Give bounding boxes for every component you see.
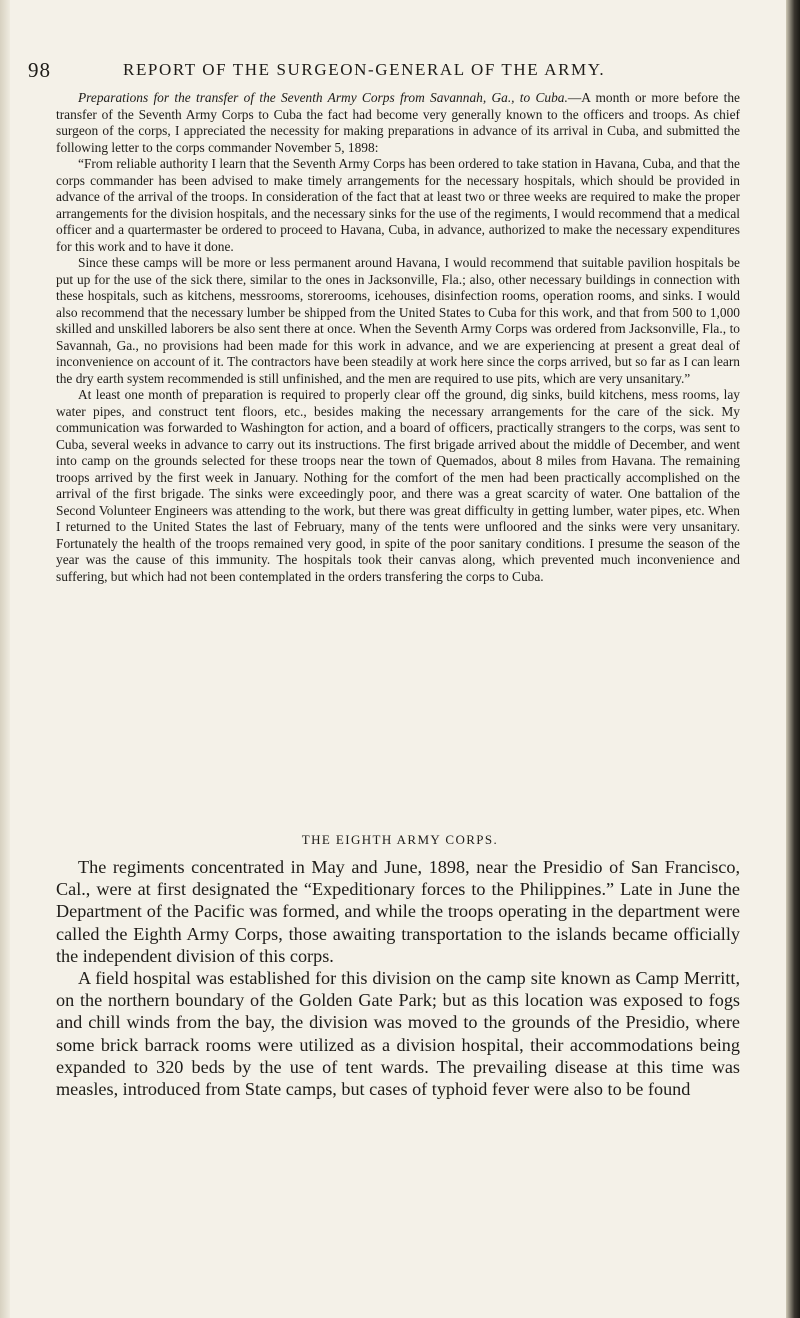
paragraph-preparations xyxy=(56,90,740,156)
paragraph-lead-italic: Preparations for the transfer of the Seventh Army Corps from Savannah, Ga., to Cuba. xyxy=(78,90,568,105)
section-heading: THE EIGHTH ARMY CORPS. xyxy=(301,832,499,847)
paragraph-field-hospital: A field hospital was established for this division on the camp site known as Camp Merritt, on the northern boundary of the Golden Gate Park; but as this location was exposed to fogs and chill winds from the bay, the division was moved to the grounds of the Presidio, where some brick barrack rooms were utilized as a division hospital, their accommodations being expanded to 320 beds by the use of tent wards. The prevailing disease at this time was measles, introduced from State camps, but cases of typhoid fever were also to be found xyxy=(56,968,740,1100)
paragraph-body: —A month or more before the transfer of the Seventh Army Corps to Cuba the fact had become very generally known to the officers and troops. As chief surgeon of the corps, I appreciated the necessity for making preparations in advance of its arrival in Cuba, and submitted the following letter to the corps commander November 5, 1898: xyxy=(56,90,740,155)
large-print-section xyxy=(56,856,740,1100)
paragraph-letter-start: “From reliable authority I learn that the Seventh Army Corps has been ordered to take station in Havana, Cuba, and that the corps commander has been advised to make timely arrangements for the necessary hospitals, which should be provided in advance of the arrival of the troops. In consideration of the fact that at least two or three weeks are required to make the proper arrangements for the division hospitals, and the necessary sinks for the use of the regiments, I would recommend that a medical officer and a quartermaster be ordered to proceed to Havana, Cuba, in advance, authorized to make the necessary expenditures for this work and to have it done. xyxy=(56,156,740,254)
running-head: REPORT OF THE SURGEON-GENERAL OF THE ARMY. xyxy=(123,60,606,79)
paragraph-one-month: At least one month of preparation is required to properly clear off the ground, dig sinks, build kitchens, mess rooms, lay water pipes, and construct tent floors, etc., besides making the necessary arrangements for the care of the sick. My communication was forwarded to Washington for action, and a board of officers, practically strangers to the corps, was sent to Cuba, several weeks in advance to carry out its instructions. The first brigade arrived about the middle of December, and went into camp on the grounds selected for these troops near the town of Quemados, about 8 miles from Havana. The remaining troops arrived by the first week in January. Nothing for the comfort of the men had been practically accomplished on the arrival of the first brigade. The sinks were exceedingly poor, and there was a great scarcity of water. One battalion of the Second Volunteer Engineers was attending to the work, but there was great difficulty in getting lumber, water pipes, etc. When I returned to the United States the last of February, many of the tents were unfloored and the sinks were very unsanitary. Fortunately the health of the troops remained very good, in spite of the poor sanitary conditions. I presume the season of the year was the cause of this immunity. The hospitals took their canvas along, which prevented much inconvenience and suffering, but which had not been contemplated in the orders transfering the corps to Cuba. xyxy=(56,387,740,584)
small-print-section xyxy=(56,90,740,585)
paragraph-regiments: The regiments concentrated in May and June, 1898, near the Presidio of San Francisco, Cal., were at first designated the “Expeditionary forces to the Philippines.” Late in June the Department of the Pacific was formed, and while the troops operating in the department were called the Eighth Army Corps, those awaiting transportation to the islands became officially the independent division of this corps. xyxy=(56,857,740,966)
page-left-edge xyxy=(0,0,10,1318)
paragraph-letter-continued: Since these camps will be more or less permanent around Havana, I would recommend that suitable pavilion hospitals be put up for the use of the sick there, similar to the ones in Jacksonville, Fla.; also, other necessary buildings in connection with these hospitals, such as kitchens, messrooms, storerooms, icehouses, disinfection rooms, operation rooms, and sinks. I would also recommend that the necessary lumber be shipped from the United States to Cuba for this work, and that from 500 to 1,000 skilled and unskilled laborers be also sent there at once. When the Seventh Army Corps was ordered from Jacksonville, Fla., to Savannah, Ga., no provisions had been made for this work in advance, and we are experiencing at present a great deal of inconvenience on account of it. The contractors have been steadily at work here since the corps arrived, but so far as I can learn the dry earth system recommended is still unfinished, and the men are required to use pits, which are very unsanitary.” xyxy=(56,255,740,386)
page-binding-edge xyxy=(786,0,800,1318)
page-header xyxy=(28,58,758,86)
page-number: 98 xyxy=(28,58,51,82)
